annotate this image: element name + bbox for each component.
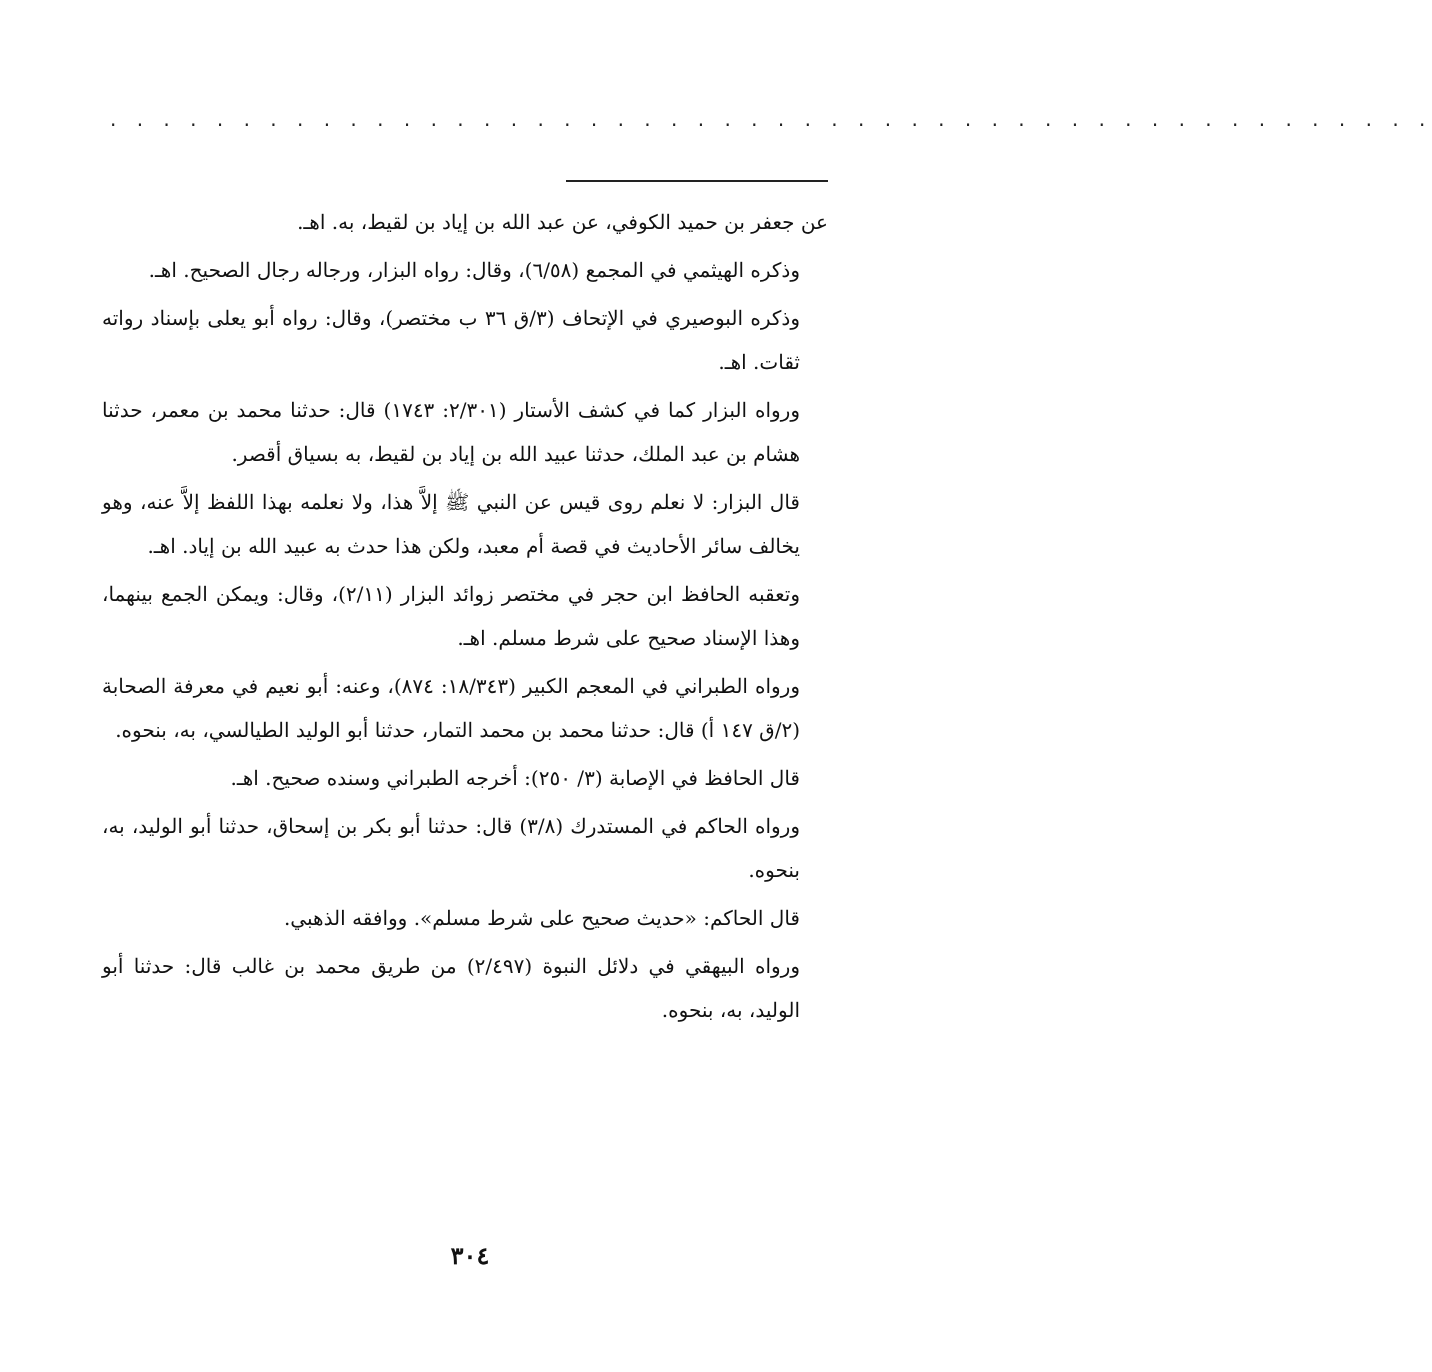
paragraph-1: عن جعفر بن حميد الكوفي، عن عبد الله بن إياد بن لقيط، به. اهـ. (297, 210, 828, 234)
paragraph-2: وذكره الهيثمي في المجمع (٦/٥٨)، وقال: رواه البزار، ورجاله رجال الصحيح. اهـ. (148, 258, 800, 282)
paragraph-4: ورواه البزار كما في كشف الأستار (٢/٣٠١: ١٧٤٣) قال: حدثنا محمد بن معمر، حدثنا هشام بن عبد الملك، حدثنا عبيد الله بن إياد بن لقيط، به بسياق أقصر. (102, 398, 801, 466)
dotted-separator: . . . . . . . . . . . . . . . . . . . . . . . . . . . . . . . . . . . . . . . . . . . . . . . . . . (110, 107, 1432, 131)
paragraph-7: ورواه الطبراني في المعجم الكبير (١٨/٣٤٣: ٨٧٤)، وعنه: أبو نعيم في معرفة الصحابة (٢/ق ١٤٧ أ) قال: حدثنا محمد بن محمد التمار، حدثنا أبو الوليد الطيالسي، به، بنحوه. (102, 674, 801, 742)
paragraph-5: قال البزار: لا نعلم روى قيس عن النبي ﷺ إلاَّ هذا، ولا نعلمه بهذا اللفظ إلاَّ عنه، وهو يخالف سائر الأحاديث في قصة أم معبد، ولكن هذا حدث به عبيد الله بن إياد. اهـ. (102, 490, 800, 558)
paragraph-3: وذكره البوصيري في الإتحاف (٣/ق ٣٦ ب مختصر)، وقال: رواه أبو يعلى بإسناد رواته ثقات. اهـ. (102, 306, 800, 374)
footnote-text-block (102, 200, 828, 1036)
paragraph-11: ورواه البيهقي في دلائل النبوة (٢/٤٩٧) من طريق محمد بن غالب قال: حدثنا أبو الوليد، به، بنحوه. (102, 954, 800, 1022)
paragraph-6: وتعقبه الحافظ ابن حجر في مختصر زوائد البزار (٢/١١)، وقال: ويمكن الجمع بينهما، وهذا الإسناد صحيح على شرط مسلم. اهـ. (102, 582, 801, 650)
page-number: ٣٠٤ (450, 1241, 490, 1270)
paragraph-8: قال الحافظ في الإصابة (٣/ ٢٥٠): أخرجه الطبراني وسنده صحيح. اهـ. (230, 766, 800, 790)
footnote-rule (566, 180, 828, 182)
paragraph-9: ورواه الحاكم في المستدرك (٣/٨) قال: حدثنا أبو بكر بن إسحاق، حدثنا أبو الوليد، به، بنحوه. (102, 814, 800, 882)
paragraph-10: قال الحاكم: «حديث صحيح على شرط مسلم». ووافقه الذهبي. (283, 906, 800, 930)
